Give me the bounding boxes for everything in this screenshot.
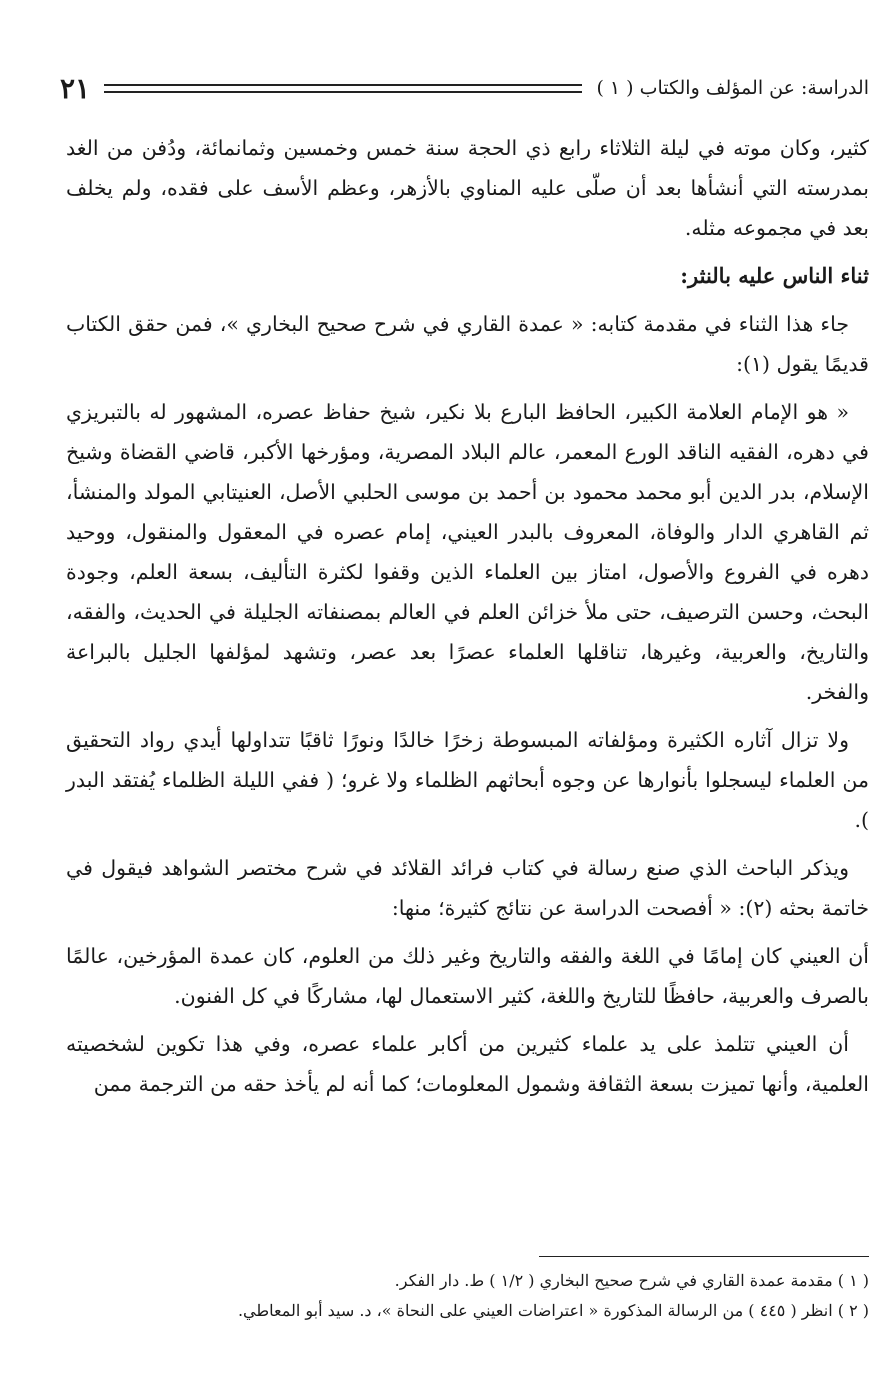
paragraph-praise-intro: جاء هذا الثناء في مقدمة كتابه: « عمدة القاري في شرح صحيح البخاري »، فمن حقق الكتاب قديمًا يقول (١): [66,312,869,376]
page-number: ٢١ [60,71,91,105]
footnote-separator [539,1256,869,1257]
paragraph-legacy: ولا تزال آثاره الكثيرة ومؤلفاته المبسوطة زخرًا خالدًا ونورًا ثاقبًا تتداولها أيدي رواد التحقيق من العلماء ليسجلوا بأنوارها عن وجوه أبحاثهم الظلماء ولا غرو؛ ( ففي الليلة الظلماء يُفتقد البدر ). [66,728,869,832]
running-title: الدراسة: عن المؤلف والكتاب ( ١ ) [596,77,869,99]
section-heading: ثناء الناس عليه بالنثر: [680,263,869,288]
paragraph-praise-quote: « هو الإمام العلامة الكبير، الحافظ البارع بلا نكير، شيخ حفاظ عصره، المشهور له بالتبريزي في دهره، الفقيه الناقد الورع المعمر، عالم البلاد المصرية، ومؤرخها الأكبر، قاضي القضاة وشيخ الإسلام، بدر الدين أبو محمد محمود بن أحمد بن موسى الحلبي الأصل، العنيتابي المولد والمنشأ، ثم القاهري الدار والوفاة، المعروف بالبدر العيني، إمام عصره في المعقول والمنقول، ووحيد دهره في الفروع والأصول، امتاز بين العلماء الذين وقفوا لكثرة التأليف، بسعة العلم، وجودة البحث، وحسن الترصيف، حتى ملأ خزائن العلم في العالم بمصنفاته الجليلة في الحديث، والفقه، والتاريخ، والعربية، وغيرها، تناقلها العلماء عصرًا بعد عصر، وتشهد لمؤلفها الجليل بالبراعة والفخر. [66,400,869,704]
footnote-2: ( ٢ ) انظر ( ٤٤٥ ) من الرسالة المذكورة « اعتراضات العيني على النحاة »، د. سيد أبو المعاطي. [237,1301,869,1320]
header-double-rule [104,84,582,93]
footnote-1: ( ١ ) مقدمة عمدة القاري في شرح صحيح البخاري ( ١/٢ ) ط. دار الفكر. [394,1271,869,1290]
page-body [66,128,869,1112]
page-header [60,68,869,108]
paragraph-death: كثير، وكان موته في ليلة الثلاثاء رابع ذي الحجة سنة خمس وخمسين وثمانمائة، ودُفن من الغد بمدرسته التي أنشأها بعد أن صلّى عليه المناوي بالأزهر، وعظم الأسف على فقده، ولم يخلف بعد في مجموعه مثله. [66,136,869,240]
footnotes [66,1266,869,1326]
paragraph-finding-2: أن العيني تتلمذ على يد علماء كثيرين من أكابر علماء عصره، وفي هذا تكوين لشخصيته العلمية، وأنها تميزت بسعة الثقافة وشمول المعلومات؛ كما أنه لم يأخذ حقه من الترجمة ممن [66,1032,869,1096]
paragraph-finding-1: أن العيني كان إمامًا في اللغة والفقه والتاريخ وغير ذلك من العلوم، كان عمدة المؤرخين، عالمًا بالصرف والعربية، حافظًا للتاريخ واللغة، كثير الاستعمال لها، مشاركًا في كل الفنون. [66,944,869,1008]
paragraph-researcher: ويذكر الباحث الذي صنع رسالة في كتاب فرائد القلائد في شرح مختصر الشواهد فيقول في خاتمة بحثه (٢): « أفصحت الدراسة عن نتائج كثيرة؛ منها: [66,856,869,920]
